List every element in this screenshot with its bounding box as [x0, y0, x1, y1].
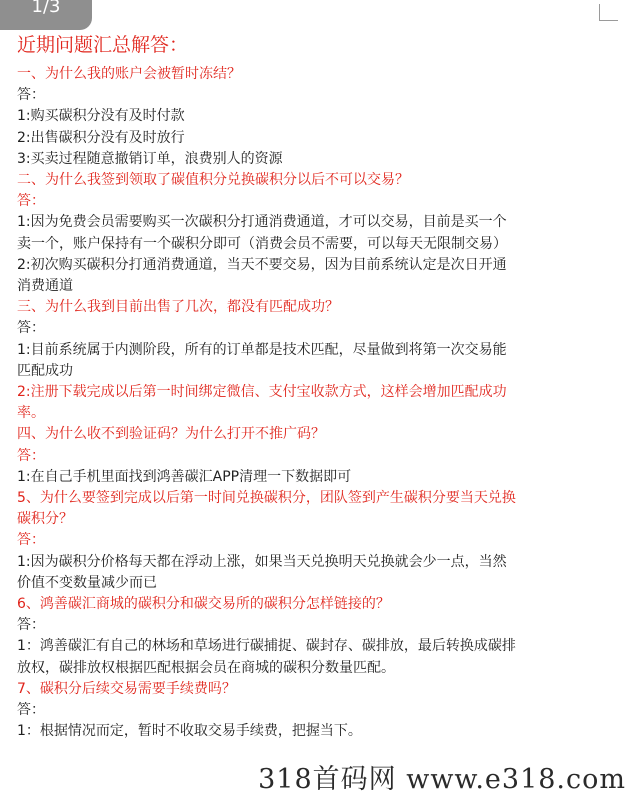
question-line: 三、为什么我到目前出售了几次，都没有匹配成功？: [17, 299, 339, 316]
answer-line: 1:因为碳积分价格每天都在浮动上涨，如果当天兑换明天兑换就会少一点，当然: [17, 553, 507, 570]
faq-lines: [17, 64, 609, 743]
page-indicator-text: 1/3: [31, 0, 61, 17]
question-line: 答：: [17, 447, 45, 464]
question-line: 2:注册下载完成以后第一时间绑定微信、支付宝收款方式，这样会增加匹配成功: [17, 384, 507, 401]
answer-line: 匹配成功: [17, 362, 73, 379]
question-line: 6、鸿善碳汇商城的碳积分和碳交易所的碳积分怎样链接的？: [17, 596, 390, 613]
question-line: 碳积分？: [17, 511, 73, 528]
faq-document: [17, 30, 609, 743]
answer-line: 答：: [17, 702, 45, 719]
answer-line: 2:初次购买碳积分打通消费通道，当天不要交易，因为目前系统认定是次日开通: [17, 256, 507, 273]
answer-line: 放权，碳排放权根据匹配根据会员在商城的碳积分数量匹配。: [17, 659, 395, 676]
answer-line: 答：: [17, 320, 45, 337]
question-line: 答：: [17, 532, 45, 549]
page-indicator: [0, 0, 92, 30]
answer-line: 消费通道: [17, 278, 73, 295]
answer-line: 1:目前系统属于内测阶段，所有的订单都是技术匹配，尽量做到将第一次交易能: [17, 341, 507, 358]
answer-line: 2:出售碳积分没有及时放行: [17, 129, 185, 146]
question-line: 答：: [17, 193, 45, 210]
answer-line: 1:在自己手机里面找到鸿善碳汇APP清理一下数据即可: [17, 468, 352, 485]
answer-line: 1:购买碳积分没有及时付款: [17, 108, 185, 125]
answer-line: 卖一个，账户保持有一个碳积分即可（消费会员不需要，可以每天无限制交易）: [17, 235, 507, 252]
corner-bracket-icon: [599, 4, 618, 21]
question-line: 率。: [17, 405, 45, 422]
question-line: 7、碳积分后续交易需要手续费吗？: [17, 680, 236, 697]
answer-line: 价值不变数量减少而已: [17, 574, 157, 591]
question-line: 一、为什么我的账户会被暂时冻结？: [17, 66, 241, 82]
question-line: 二、为什么我签到领取了碳值积分兑换碳积分以后不可以交易？: [17, 172, 409, 189]
question-line: 四、为什么收不到验证码？为什么打开不推广码？: [17, 426, 325, 443]
document-title: 近期问题汇总解答：: [17, 34, 189, 56]
answer-line: 3:买卖过程随意撤销订单，浪费别人的资源: [17, 150, 283, 167]
question-line: 5、为什么要签到完成以后第一时间兑换碳积分，团队签到产生碳积分要当天兑换: [17, 490, 516, 507]
answer-line: 1：鸿善碳汇有自己的林场和草场进行碳捕捉、碳封存、碳排放，最后转换成碳排: [17, 638, 516, 655]
answer-line: 1：根据情况而定，暂时不收取交易手续费，把握当下。: [17, 723, 362, 740]
answer-line: 答：: [17, 617, 45, 634]
answer-line: 1:因为免费会员需要购买一次碳积分打通消费通道，才可以交易，目前是买一个: [17, 214, 507, 231]
answer-line: 答：: [17, 87, 45, 104]
site-watermark: 318首码网 www.e318.com: [250, 757, 626, 796]
